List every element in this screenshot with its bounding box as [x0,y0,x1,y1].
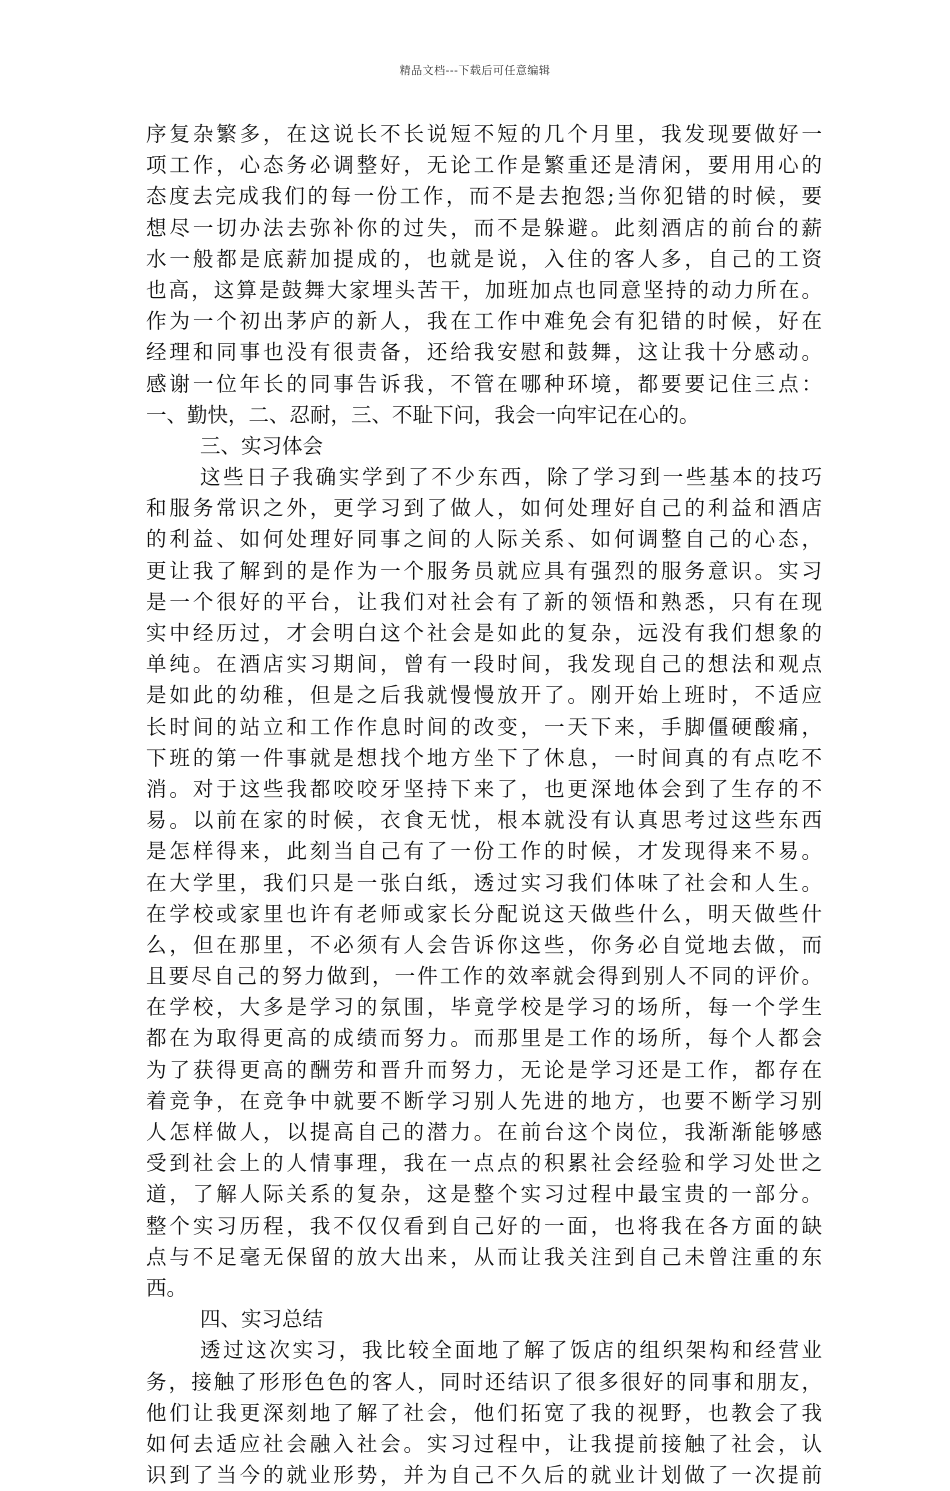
text-line: 长时间的站立和工作作息时间的改变，一天下来，手脚僵硬酸痛， [146,714,822,739]
paragraph [146,462,822,1304]
text-line: 为了获得更高的酬劳和晋升而努力，无论是学习还是工作，都存在 [146,1057,822,1082]
text-line: 人怎样做人，以提高自己的潜力。在前台这个岗位，我渐渐能够感 [146,1120,822,1144]
text-line: 如何去适应社会融入社会。实习过程中，让我提前接触了社会，认 [146,1431,822,1456]
text-line: 单纯。在酒店实习期间，曾有一段时间，我发现自己的想法和观点 [146,652,822,677]
text-line: 且要尽自己的努力做到，一件工作的效率就会得到别人不同的评价。 [146,964,822,989]
text-line: 更让我了解到的是作为一个服务员就应具有强烈的服务意识。实习 [146,558,822,583]
text-line: 易。以前在家的时候，衣食无忧，根本就没有认真思考过这些东西 [146,808,822,833]
text-line: 在学校，大多是学习的氛围，毕竟学校是学习的场所，每一个学生 [146,995,822,1020]
text-line: 也高，这算是鼓舞大家埋头苦干，加班加点也同意坚持的动力所在。 [146,277,822,302]
text-line: 实中经历过，才会明白这个社会是如此的复杂，远没有我们想象的 [146,621,822,645]
text-line: 在学校或家里也许有老师或家长分配说这天做些什么，明天做些什 [146,901,822,926]
text-line: 识到了当今的就业形势，并为自己不久后的就业计划做了一次提前 [146,1463,822,1488]
text-line: 经理和同事也没有很责备，还给我安慰和鼓舞，这让我十分感动。 [146,340,822,365]
text-line: 项工作，心态务必调整好，无论工作是繁重还是清闲，要用用心的 [146,153,822,178]
text-line: 务，接触了形形色色的客人，同时还结识了很多很好的同事和朋友， [146,1369,822,1394]
text-line: 下班的第一件事就是想找个地方坐下了休息，一时间真的有点吃不 [146,745,822,770]
text-line: 整个实习历程，我不仅仅看到自己好的一面，也将我在各方面的缺 [146,1213,822,1238]
text-line: 点与不足毫无保留的放大出来，从而让我关注到自己未曾注重的东 [146,1244,822,1269]
text-line: 和服务常识之外，更学习到了做人，如何处理好自己的利益和酒店 [146,496,822,521]
text-line: 在大学里，我们只是一张白纸，透过实习我们体味了社会和人生。 [146,870,822,895]
text-line: 透过这次实习，我比较全面地了解了饭店的组织架构和经营业 [200,1338,822,1363]
text-line: 消。对于这些我都咬咬牙坚持下来了，也更深地体会到了生存的不 [146,776,822,801]
section-heading [146,431,822,462]
text-line: 西。 [146,1275,187,1300]
section-heading-text: 四、实习总结 [200,1307,323,1332]
text-line: 是如此的幼稚，但是之后我就慢慢放开了。刚开始上班时，不适应 [146,683,822,708]
page-header: 精品文档---下载后可任意编辑 [399,64,551,77]
text-line: 这些日子我确实学到了不少东西，除了学习到一些基本的技巧 [200,465,822,490]
text-line: 是怎样得来，此刻当自己有了一份工作的时候，才发现得来不易。 [146,839,822,864]
document-body [146,119,822,1491]
text-line: 水一般都是底薪加提成的，也就是说，入住的客人多，自己的工资 [146,246,822,271]
text-line: 受到社会上的人情事理，我在一点点的积累社会经验和学习处世之 [146,1151,822,1176]
text-line: 态度去完成我们的每一份工作，而不是去抱怨;当你犯错的时候，要 [146,184,822,209]
text-line: 么，但在那里，不必须有人会告诉你这些，你务必自觉地去做，而 [146,932,822,957]
text-line: 一、勤快，二、忍耐，三、不耻下问，我会一向牢记在心的。 [146,402,700,427]
text-line: 作为一个初出茅庐的新人，我在工作中难免会有犯错的时候，好在 [146,309,822,334]
text-line: 序复杂繁多，在这说长不长说短不短的几个月里，我发现要做好一 [146,122,822,146]
paragraph [146,1335,822,1491]
text-line: 都在为取得更高的成绩而努力。而那里是工作的场所，每个人都会 [146,1026,822,1051]
text-line: 的利益、如何处理好同事之间的人际关系、如何调整自己的心态， [146,527,822,552]
text-line: 着竞争，在竞争中就要不断学习别人先进的地方，也要不断学习别 [146,1088,822,1113]
section-heading-text: 三、实习体会 [200,433,323,458]
section-heading [146,1304,822,1335]
text-line: 他们让我更深刻地了解了社会，他们拓宽了我的视野，也教会了我 [146,1400,822,1425]
text-line: 是一个很好的平台，让我们对社会有了新的领悟和熟悉，只有在现 [146,589,822,614]
text-line: 感谢一位年长的同事告诉我，不管在哪种环境，都要要记住三点： [146,371,822,396]
text-line: 想尽一切办法去弥补你的过失，而不是躲避。此刻酒店的前台的薪 [146,215,822,240]
paragraph [146,119,822,431]
text-line: 道，了解人际关系的复杂，这是整个实习过程中最宝贵的一部分。 [146,1182,822,1207]
